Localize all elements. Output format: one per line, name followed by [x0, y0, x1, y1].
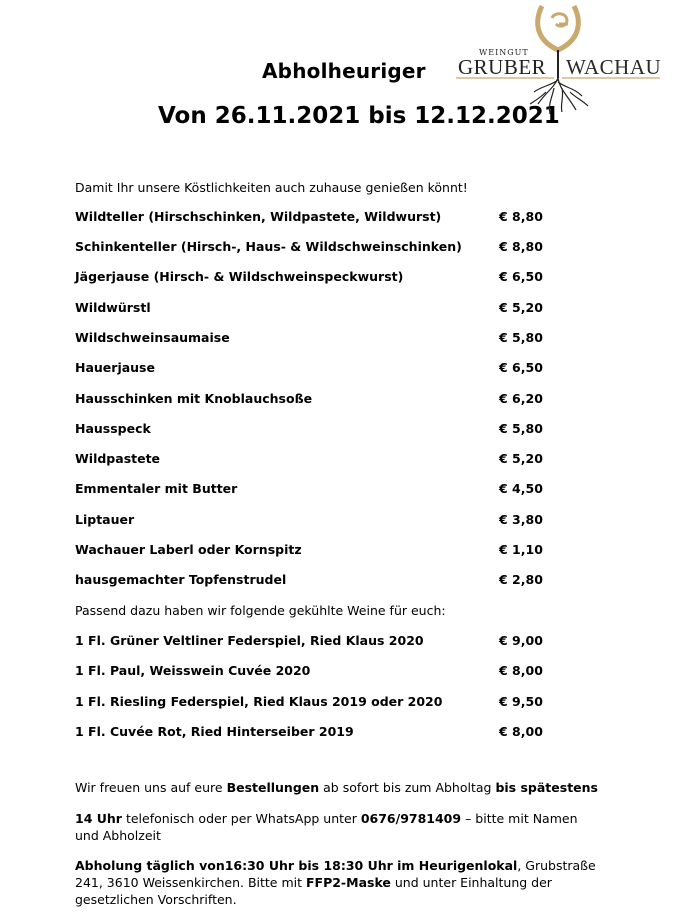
- order-highlight: bis spätestens: [495, 780, 598, 795]
- item-price: € 2,80: [499, 572, 543, 587]
- order-note-2: [75, 810, 605, 844]
- pickup-text: , Grubstraße 241, 3610 Weissenkirchen. Bitte mit: [75, 858, 596, 890]
- list-item: [75, 421, 545, 439]
- order-highlight: Bestellungen: [226, 780, 320, 795]
- mask-requirement: FFP2-Maske: [306, 875, 391, 890]
- list-item: [75, 330, 545, 348]
- wine-intro-text: Passend dazu haben wir folgende gekühlte Weine für euch:: [75, 603, 446, 618]
- item-price: € 5,80: [499, 421, 543, 436]
- list-item: [75, 572, 545, 590]
- list-item: [75, 633, 545, 651]
- item-price: € 8,80: [499, 239, 543, 254]
- item-name: Wildteller (Hirschschinken, Wildpastete, Wildwurst): [75, 209, 442, 224]
- item-name: Hauerjause: [75, 360, 155, 375]
- item-name: Wildschweinsaumaise: [75, 330, 230, 345]
- item-name: Schinkenteller (Hirsch-, Haus- & Wildschweinschinken): [75, 239, 462, 254]
- list-item: [75, 542, 545, 560]
- order-text: – bitte mit Namen und Abholzeit: [75, 811, 578, 843]
- item-price: € 6,50: [499, 360, 543, 375]
- item-price: € 9,00: [499, 633, 543, 648]
- item-name: 1 Fl. Paul, Weisswein Cuvée 2020: [75, 663, 311, 678]
- order-note: [75, 779, 605, 796]
- order-text: telefonisch oder per WhatsApp unter: [121, 811, 361, 826]
- list-item: [75, 512, 545, 530]
- pickup-text: und unter Einhaltung der gesetzlichen Vorschriften.: [75, 875, 552, 907]
- list-item: [75, 451, 545, 469]
- order-text: Wir freuen uns auf eure: [75, 780, 227, 795]
- item-name: 1 Fl. Cuvée Rot, Ried Hinterseiber 2019: [75, 724, 354, 739]
- item-price: € 8,00: [499, 663, 543, 678]
- list-item: [75, 360, 545, 378]
- logo-weingut: WEINGUT: [479, 48, 529, 57]
- logo-gruber: GRUBER: [458, 55, 547, 79]
- pickup-note: [75, 857, 605, 908]
- list-item: [75, 300, 545, 318]
- item-name: Jägerjause (Hirsch- & Wildschweinspeckwurst): [75, 269, 404, 284]
- list-item: [75, 724, 545, 742]
- item-price: € 5,80: [499, 330, 543, 345]
- date-range: Von 26.11.2021 bis 12.12.2021: [158, 103, 560, 129]
- item-name: Wachauer Laberl oder Kornspitz: [75, 542, 302, 557]
- item-name: 1 Fl. Grüner Veltliner Federspiel, Ried Klaus 2020: [75, 633, 424, 648]
- item-price: € 8,00: [499, 724, 543, 739]
- page-title: Abholheuriger: [262, 59, 426, 83]
- item-price: € 4,50: [499, 481, 543, 496]
- order-deadline: 14 Uhr: [75, 811, 122, 826]
- item-price: € 5,20: [499, 300, 543, 315]
- list-item: [75, 209, 545, 227]
- item-name: Emmentaler mit Butter: [75, 481, 238, 496]
- list-item: [75, 239, 545, 257]
- logo-wachau: WACHAU: [566, 55, 662, 79]
- item-price: € 6,50: [499, 269, 543, 284]
- list-item: [75, 391, 545, 409]
- item-name: hausgemachter Topfenstrudel: [75, 572, 287, 587]
- item-name: Hausschinken mit Knoblauchsoße: [75, 391, 313, 406]
- intro-text: Damit Ihr unsere Köstlichkeiten auch zuhause genießen könnt!: [75, 180, 468, 195]
- item-price: € 1,10: [499, 542, 543, 557]
- item-price: € 8,80: [499, 209, 543, 224]
- list-item: [75, 663, 545, 681]
- list-item: [75, 481, 545, 499]
- item-name: Liptauer: [75, 512, 135, 527]
- item-name: 1 Fl. Riesling Federspiel, Ried Klaus 2019 oder 2020: [75, 694, 443, 709]
- item-name: Hausspeck: [75, 421, 151, 436]
- item-price: € 9,50: [499, 694, 543, 709]
- item-name: Wildwürstl: [75, 300, 151, 315]
- list-item: [75, 694, 545, 712]
- phone-number: 0676/9781409: [360, 811, 462, 826]
- item-price: € 6,20: [499, 391, 543, 406]
- item-price: € 3,80: [499, 512, 543, 527]
- order-text: ab sofort bis zum Abholtag: [319, 780, 496, 795]
- item-name: Wildpastete: [75, 451, 161, 466]
- list-item: [75, 269, 545, 287]
- pickup-highlight: Abholung täglich von16:30 Uhr bis 18:30 Uhr im Heurigenlokal: [75, 858, 518, 873]
- item-price: € 5,20: [499, 451, 543, 466]
